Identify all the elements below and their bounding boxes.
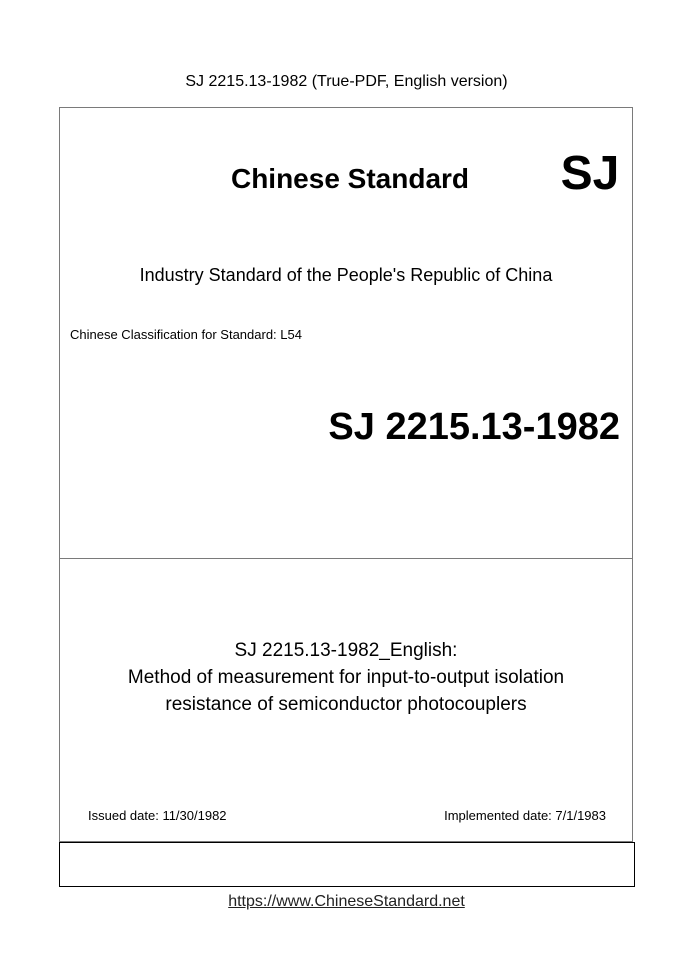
standard-type-title: Chinese Standard: [230, 163, 470, 194]
sj-mark: SJ: [560, 147, 620, 200]
document-number: SJ 2215.13-1982: [328, 406, 620, 448]
english-title-line-1: SJ 2215.13-1982_English:: [234, 640, 458, 661]
english-title-line-3: resistance of semiconductor photocouplers: [165, 694, 527, 715]
implemented-date: Implemented date: 7/1/1983: [444, 808, 606, 823]
website-link[interactable]: https://www.ChineseStandard.net: [228, 893, 465, 910]
issued-date: Issued date: 11/30/1982: [88, 808, 227, 823]
classification-line: Chinese Classification for Standard: L54: [70, 327, 302, 342]
english-title-line-2: Method of measurement for input-to-output isolation: [127, 667, 565, 688]
footer-box: [59, 842, 635, 887]
page-header: SJ 2215.13-1982 (True-PDF, English version): [185, 73, 508, 90]
industry-standard-line: Industry Standard of the People's Republic of China: [139, 265, 553, 285]
english-title-block: [59, 637, 633, 718]
